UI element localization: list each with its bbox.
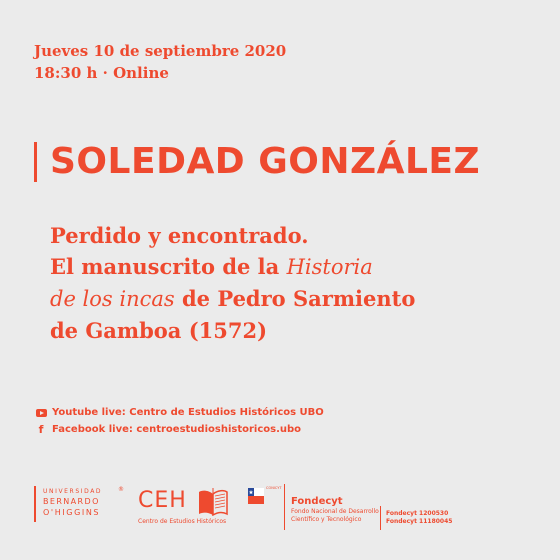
ubo-logo [34, 486, 126, 522]
ceh-logo-letters: CEH [138, 488, 187, 513]
talk-title-line-2 [50, 251, 415, 283]
youtube-icon [34, 409, 48, 417]
fondecyt-logo [291, 496, 379, 524]
talk-title-text: de Pedro Sarmiento [174, 286, 416, 311]
talk-title-italic: de los incas [50, 287, 175, 311]
chile-shield-icon [248, 488, 264, 508]
conicyt-logo [244, 484, 285, 530]
talk-title-text: El manuscrito de la [50, 254, 287, 279]
talk-title [50, 220, 415, 346]
event-time: 18:30 h · Online [34, 64, 169, 82]
grant-number-1: Fondecyt 1200530 [386, 510, 449, 517]
ubo-logo-line-1: UNIVERSIDAD [43, 488, 103, 495]
youtube-link[interactable] [34, 404, 324, 421]
fondecyt-desc-2: Científico y Tecnológico [291, 516, 362, 523]
registered-mark: ® [118, 486, 124, 493]
conicyt-label: CONICYT [266, 486, 282, 490]
fondecyt-name: Fondecyt [291, 496, 343, 507]
facebook-link-text: Facebook live: centroestudioshistoricos.ubo [52, 424, 302, 435]
fondecyt-desc-1: Fondo Nacional de Desarrollo [291, 508, 379, 515]
event-datetime [34, 40, 286, 84]
talk-title-italic: Historia [286, 255, 373, 279]
talk-title-line-4: de Gamboa (1572) [50, 318, 268, 343]
ceh-logo [138, 488, 232, 528]
ceh-logo-subtitle: Centro de Estudios Históricos [138, 518, 227, 525]
ubo-logo-bar [34, 486, 36, 522]
talk-title-line-1: Perdido y encontrado. [50, 223, 309, 248]
speaker-accent-bar [34, 142, 37, 182]
facebook-icon: f [38, 423, 44, 436]
youtube-link-text: Youtube live: Centro de Estudios Históricos UBO [52, 407, 324, 418]
fondecyt-divider [380, 506, 381, 530]
speaker-name: SOLEDAD GONZÁLEZ [50, 141, 481, 182]
talk-title-line-3 [50, 283, 415, 315]
event-date: Jueves 10 de septiembre 2020 [34, 42, 287, 60]
grant-number-2: Fondecyt 11180045 [386, 518, 453, 525]
grant-numbers [386, 510, 452, 526]
open-book-icon [198, 488, 228, 516]
ubo-logo-line-2: BERNARDO [43, 497, 100, 506]
live-links [34, 404, 324, 438]
ubo-logo-line-3: O'HIGGINS [43, 508, 101, 517]
facebook-link[interactable] [34, 421, 324, 438]
